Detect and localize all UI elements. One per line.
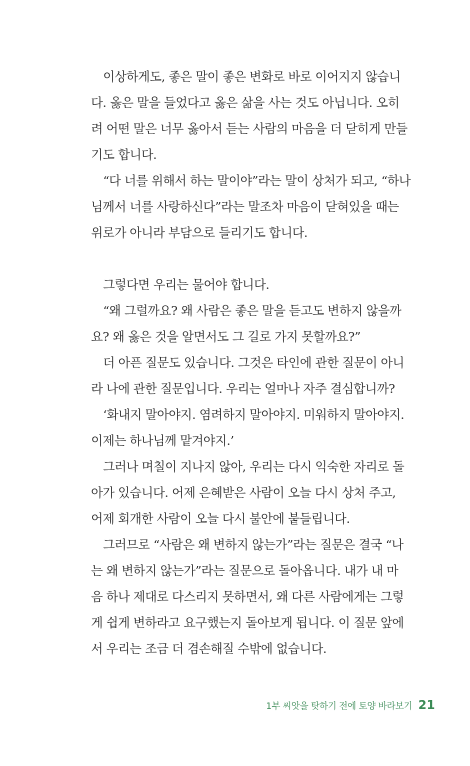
text-line: 게 쉽게 변하라고 요구했는지 돌아보게 됩니다. 이 질문 앞에 — [91, 615, 404, 630]
paragraph — [91, 402, 436, 454]
paragraph — [91, 350, 436, 402]
text-line: 그러므로 “사람은 왜 변하지 않는가”라는 질문은 결국 “나 — [103, 537, 404, 552]
paragraph — [91, 168, 436, 246]
text-line: ‘화내지 말아야지. 염려하지 말아야지. 미워하지 말아야지. — [103, 407, 405, 422]
text-line: 위로가 아니라 부담으로 들리기도 합니다. — [91, 225, 308, 240]
text-line: 님께서 너를 사랑하신다”라는 말조차 마음이 닫혀있을 때는 — [91, 199, 399, 214]
text-line: 는 왜 변하지 않는가”라는 질문으로 돌아옵니다. 내가 내 마 — [91, 563, 399, 578]
paragraph — [91, 454, 436, 532]
text-line: 음 하나 제대로 다스리지 못하면서, 왜 다른 사람에게는 그렇 — [91, 589, 404, 604]
text-line: 요? 왜 옳은 것을 알면서도 그 길로 가지 못할까요?” — [91, 329, 361, 344]
paragraph — [91, 532, 436, 662]
paragraph — [91, 298, 436, 350]
text-line: 다. 옳은 말을 들었다고 옳은 삶을 사는 것도 아닙니다. 오히 — [91, 95, 400, 110]
text-line: 라 나에 관한 질문입니다. 우리는 얼마나 자주 결심합니까? — [91, 381, 395, 396]
text-line: “다 너를 위해서 하는 말이야”라는 말이 상처가 되고, “하나 — [103, 173, 411, 188]
text-line: 려 어떤 말은 너무 옳아서 듣는 사람의 마음을 더 닫히게 만들 — [91, 121, 408, 136]
section-break — [91, 246, 436, 272]
page-number: 21 — [418, 698, 435, 712]
text-line: 그렇다면 우리는 물어야 합니다. — [103, 277, 270, 292]
text-line: 기도 합니다. — [91, 147, 157, 162]
text-line: 아가 있습니다. 어제 은혜받은 사람이 오늘 다시 상처 주고, — [91, 485, 396, 500]
text-line: 이제는 하나님께 맡겨야지.’ — [91, 433, 234, 448]
text-line: 더 아픈 질문도 있습니다. 그것은 타인에 관한 질문이 아니 — [103, 355, 405, 370]
text-line: “왜 그럴까요? 왜 사람은 좋은 말을 듣고도 변하지 않을까 — [103, 303, 402, 318]
text-line: 서 우리는 조금 더 겸손해질 수밖에 없습니다. — [91, 641, 327, 656]
paragraph — [91, 272, 436, 298]
text-line: 이상하게도, 좋은 말이 좋은 변화로 바로 이어지지 않습니 — [103, 69, 401, 84]
chapter-title: 1부 씨앗을 탓하기 전에 토양 바라보기 — [266, 702, 413, 712]
text-line: 그러나 며칠이 지나지 않아, 우리는 다시 익숙한 자리로 돌 — [103, 459, 405, 474]
running-footer — [266, 698, 435, 712]
text-line: 어제 회개한 사람이 오늘 다시 불안에 붙들립니다. — [91, 511, 350, 526]
body-text — [91, 64, 436, 662]
paragraph — [91, 64, 436, 168]
